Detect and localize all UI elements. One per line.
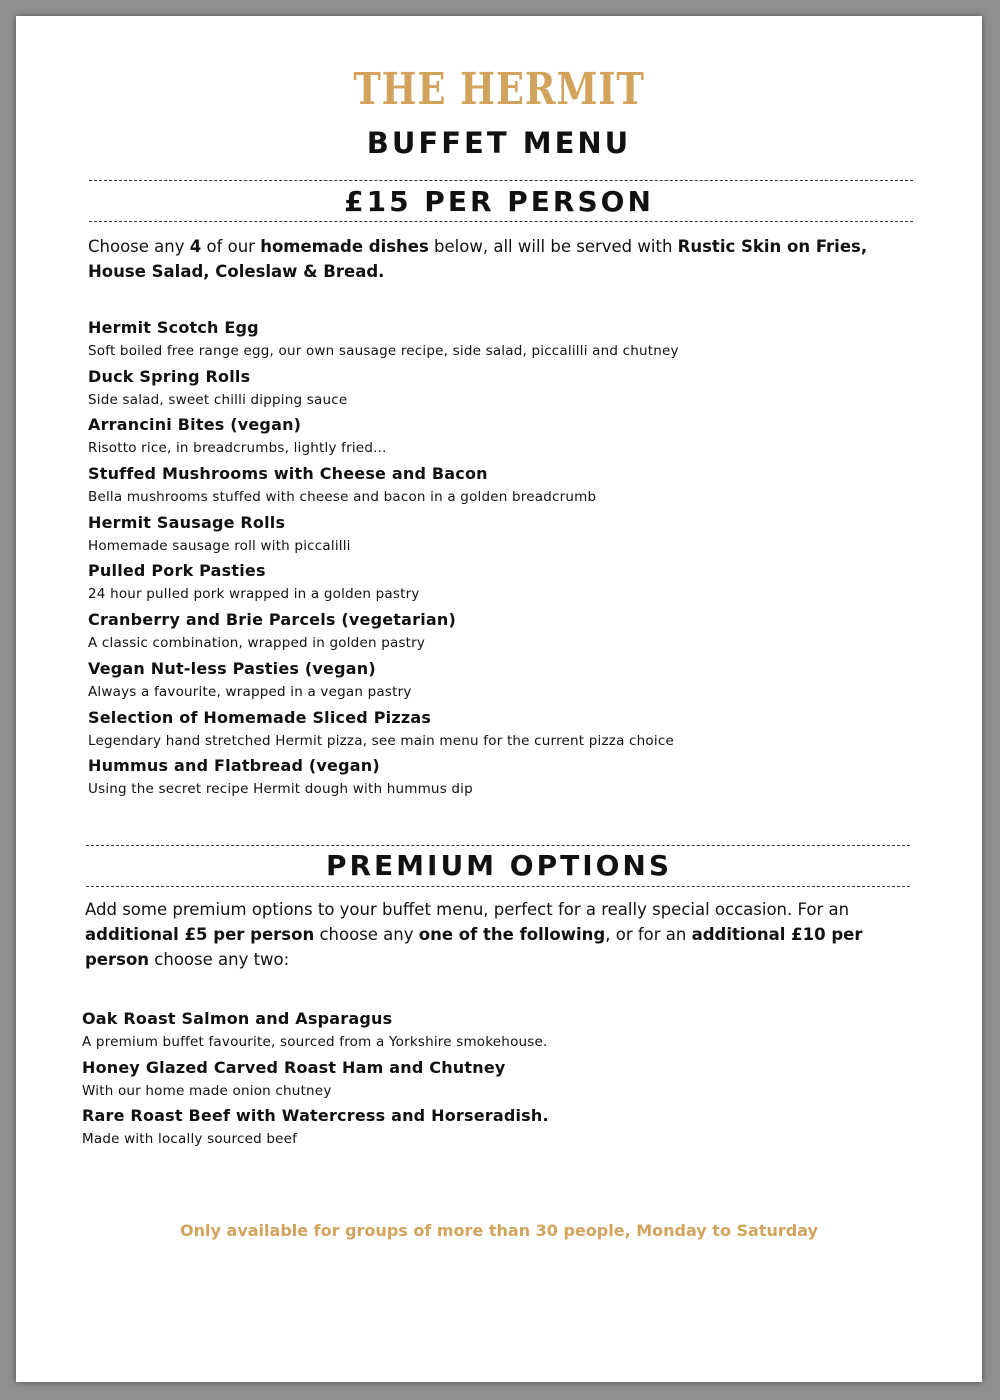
availability-note: Only available for groups of more than 30 people, Monday to Saturday [180,1221,818,1240]
dish-name: Cranberry and Brie Parcels (vegetarian) [88,610,457,630]
dish-count: 4 [189,237,202,256]
dashed-divider [86,845,910,846]
intro-text: below, all will be served with [428,237,678,256]
dish-description: Using the secret recipe Hermit dough with hummus dip [88,781,473,798]
dish-description: Always a favourite, wrapped in a vegan pastry [88,683,412,700]
brand-title: THE HERMIT [353,64,645,115]
premium-name: Oak Roast Salmon and Asparagus [82,1009,393,1028]
dish-name: Selection of Homemade Sliced Pizzas [88,707,432,727]
dish-name: Hermit Scotch Egg [88,318,259,337]
intro-text: , or for an [605,925,692,944]
buffet-dish-list [88,317,928,804]
one-of-following-text: one of the following [418,925,606,944]
homemade-dishes-text: homemade dishes [260,237,429,256]
dish-item [88,609,928,658]
intro-text: choose any [314,925,419,944]
additional-10-text: additional £10 per person [85,925,863,969]
dish-description: Side salad, sweet chilli dipping sauce [88,391,348,408]
dish-item [88,512,928,561]
premium-heading: PREMIUM OPTIONS [325,849,673,882]
dish-item [88,658,928,707]
dish-name: Hummus and Flatbread (vegan) [88,756,380,776]
dish-description: A classic combination, wrapped in golden pastry [88,635,426,652]
dish-item [88,366,928,415]
dish-description: Bella mushrooms stuffed with cheese and bacon in a golden breadcrumb [88,489,597,506]
premium-name: Honey Glazed Carved Roast Ham and Chutney [82,1057,506,1077]
dish-item [88,560,928,609]
intro-text: Choose any [88,237,190,256]
additional-5-text: additional £5 per person [85,925,315,944]
dish-name: Pulled Pork Pasties [88,561,266,581]
page-title: BUFFET MENU [366,126,632,160]
sides-text: Rustic Skin on Fries, House Salad, Coleslaw & Bread. [88,237,868,281]
dish-name: Hermit Sausage Rolls [88,512,286,532]
dish-item [88,317,928,366]
dish-name: Arrancini Bites (vegan) [88,415,302,435]
intro-text: choose any two: [149,950,290,969]
dish-item [88,414,928,463]
dish-description: Soft boiled free range egg, our own sausage recipe, side salad, piccalilli and chutney [88,343,679,359]
premium-dish-list [82,1008,922,1154]
premium-description: A premium buffet favourite, sourced from a Yorkshire smokehouse. [82,1034,548,1050]
intro-text: Add some premium options to your buffet menu, perfect for a really special occasion. For an [85,900,850,919]
premium-item [82,1008,922,1057]
dish-item [88,707,928,756]
dish-name: Stuffed Mushrooms with Cheese and Bacon [88,464,488,484]
dish-description: Homemade sausage roll with piccalilli [88,537,351,554]
premium-description: With our home made onion chutney [82,1082,332,1099]
dashed-divider [86,886,910,887]
premium-name: Rare Roast Beef with Watercress and Horseradish. [82,1106,549,1125]
premium-item [82,1105,922,1154]
dish-description: Risotto rice, in breadcrumbs, lightly fried... [88,440,387,457]
premium-intro [85,897,915,972]
premium-item [82,1057,922,1106]
intro-text: of our [201,237,261,256]
buffet-intro [88,234,918,284]
dish-name: Duck Spring Rolls [88,366,251,386]
price-heading: £15 PER PERSON [344,185,654,218]
dish-item [88,755,928,804]
dish-description: Legendary hand stretched Hermit pizza, see main menu for the current pizza choice [88,732,674,749]
menu-page [16,16,982,1382]
dish-description: 24 hour pulled pork wrapped in a golden pastry [88,586,420,603]
dashed-divider [89,180,913,181]
dish-item [88,463,928,512]
dashed-divider [89,221,913,222]
dish-name: Vegan Nut-less Pasties (vegan) [88,658,376,678]
premium-description: Made with locally sourced beef [82,1131,298,1147]
